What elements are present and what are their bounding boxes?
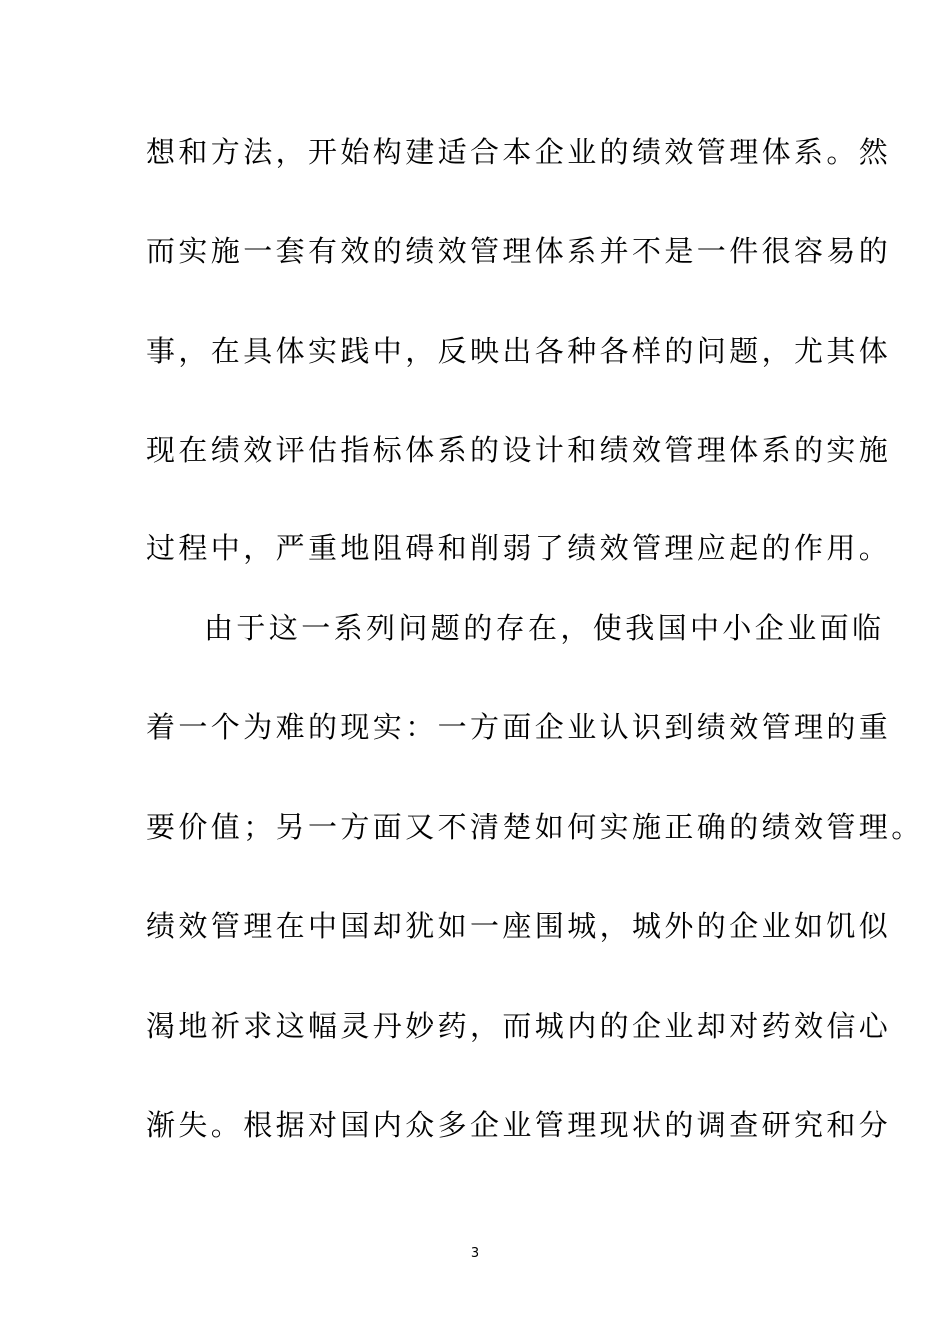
paragraph-start-line: 由于这一系列问题的存在，使我国中小企业面临 [204,611,885,645]
text-line-9: 绩效管理在中国却犹如一座围城，城外的企业如饥似 [146,909,892,943]
text-line-10: 渴地祈求这幅灵丹妙药，而城内的企业却对药效信心 [146,1009,892,1043]
text-line-5: 过程中，严重地阻碍和削弱了绩效管理应起的作用。 [146,531,892,565]
text-line-2: 而实施一套有效的绩效管理体系并不是一件很容易的 [146,234,892,268]
text-line-4: 现在绩效评估指标体系的设计和绩效管理体系的实施 [146,433,892,467]
page-number: 3 [470,1246,480,1261]
text-line-8: 要价值；另一方面又不清楚如何实施正确的绩效管理。 [146,810,924,844]
text-line-3: 事，在具体实践中，反映出各种各样的问题，尤其体 [146,334,892,368]
text-line-7: 着一个为难的现实：一方面企业认识到绩效管理的重 [146,710,892,744]
text-line-11: 渐失。根据对国内众多企业管理现状的调查研究和分 [146,1108,892,1142]
text-line-1: 想和方法，开始构建适合本企业的绩效管理体系。然 [146,135,892,169]
